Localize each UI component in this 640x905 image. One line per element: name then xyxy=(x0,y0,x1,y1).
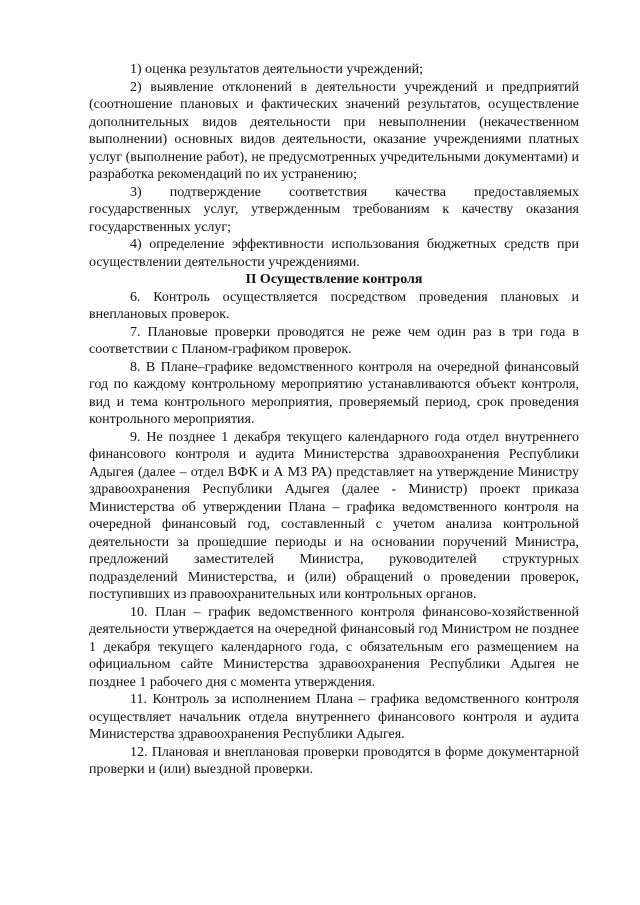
section-heading: II Осуществление контроля xyxy=(245,272,423,287)
paragraph-10: 10. План – график ведомственного контроля финансово-хозяйственной деятельности утверждается на очередной финансовый год Министром не позднее 1 декабря текущего календарного года, с обязательным его размещением на официальном сайте Министерства здравоохранения Республики Адыгея не позднее 1 рабочего дня с момента утверждения. xyxy=(89,604,579,690)
list-item-2: 2) выявление отклонений в деятельности учреждений и предприятий (соотношение плановых и фактических значений результатов, осуществление дополнительных видов деятельности при невыполнении (некачественном выполнении) основных видов деятельности, оказание учреждениями платных услуг (выполнение работ), не предусмотренных учредительными документами) и разработка рекомендаций по их устранению; xyxy=(89,79,579,182)
paragraph-9: 9. Не позднее 1 декабря текущего календарного года отдел внутреннего финансового контроля и аудита Министерства здравоохранения Республики Адыгея (далее – отдел ВФК и А МЗ РА) представляет на утверждение Министру здравоохранения Республики Адыгея (далее - Министр) проект приказа Министерства об утверждении Плана – графика ведомственного контроля на очередной финансовый год, составленный с учетом анализа контрольной деятельности за прошедшие периоды и на основании поручений Министра, предложений заместителей Министра, руководителей структурных подразделений Министерства, и (или) обращений о проведении проверок, поступивших из правоохранительных или контрольных органов. xyxy=(89,429,579,602)
paragraph-7: 7. Плановые проверки проводятся не реже чем один раз в три года в соответствии с Планом-графиком проверок. xyxy=(89,324,579,357)
paragraph-6: 6. Контроль осуществляется посредством проведения плановых и внеплановых проверок. xyxy=(89,289,579,322)
list-item-1: 1) оценка результатов деятельности учреждений; xyxy=(130,62,423,77)
paragraph-12: 12. Плановая и внеплановая проверки проводятся в форме документарной проверки и (или) выездной проверки. xyxy=(89,744,579,777)
paragraph-11: 11. Контроль за исполнением Плана – графика ведомственного контроля осуществляет начальник отдела внутреннего финансового контроля и аудита Министерства здравоохранения Республики Адыгея. xyxy=(89,692,579,742)
paragraph-8: 8. В Плане–графике ведомственного контроля на очередной финансовый год по каждому контрольному мероприятию устанавливаются объект контроля, вид и тема контрольного мероприятия, проверяемый период, срок проведения контрольного мероприятия. xyxy=(89,359,579,427)
document-page xyxy=(89,61,579,779)
list-item-3: 3) подтверждение соответствия качества предоставляемых государственных услуг, утвержденным требованиям к качеству оказания государственных услуг; xyxy=(89,184,579,235)
list-item-4: 4) определение эффективности использования бюджетных средств при осуществлении деятельности учреждениями. xyxy=(89,237,579,270)
